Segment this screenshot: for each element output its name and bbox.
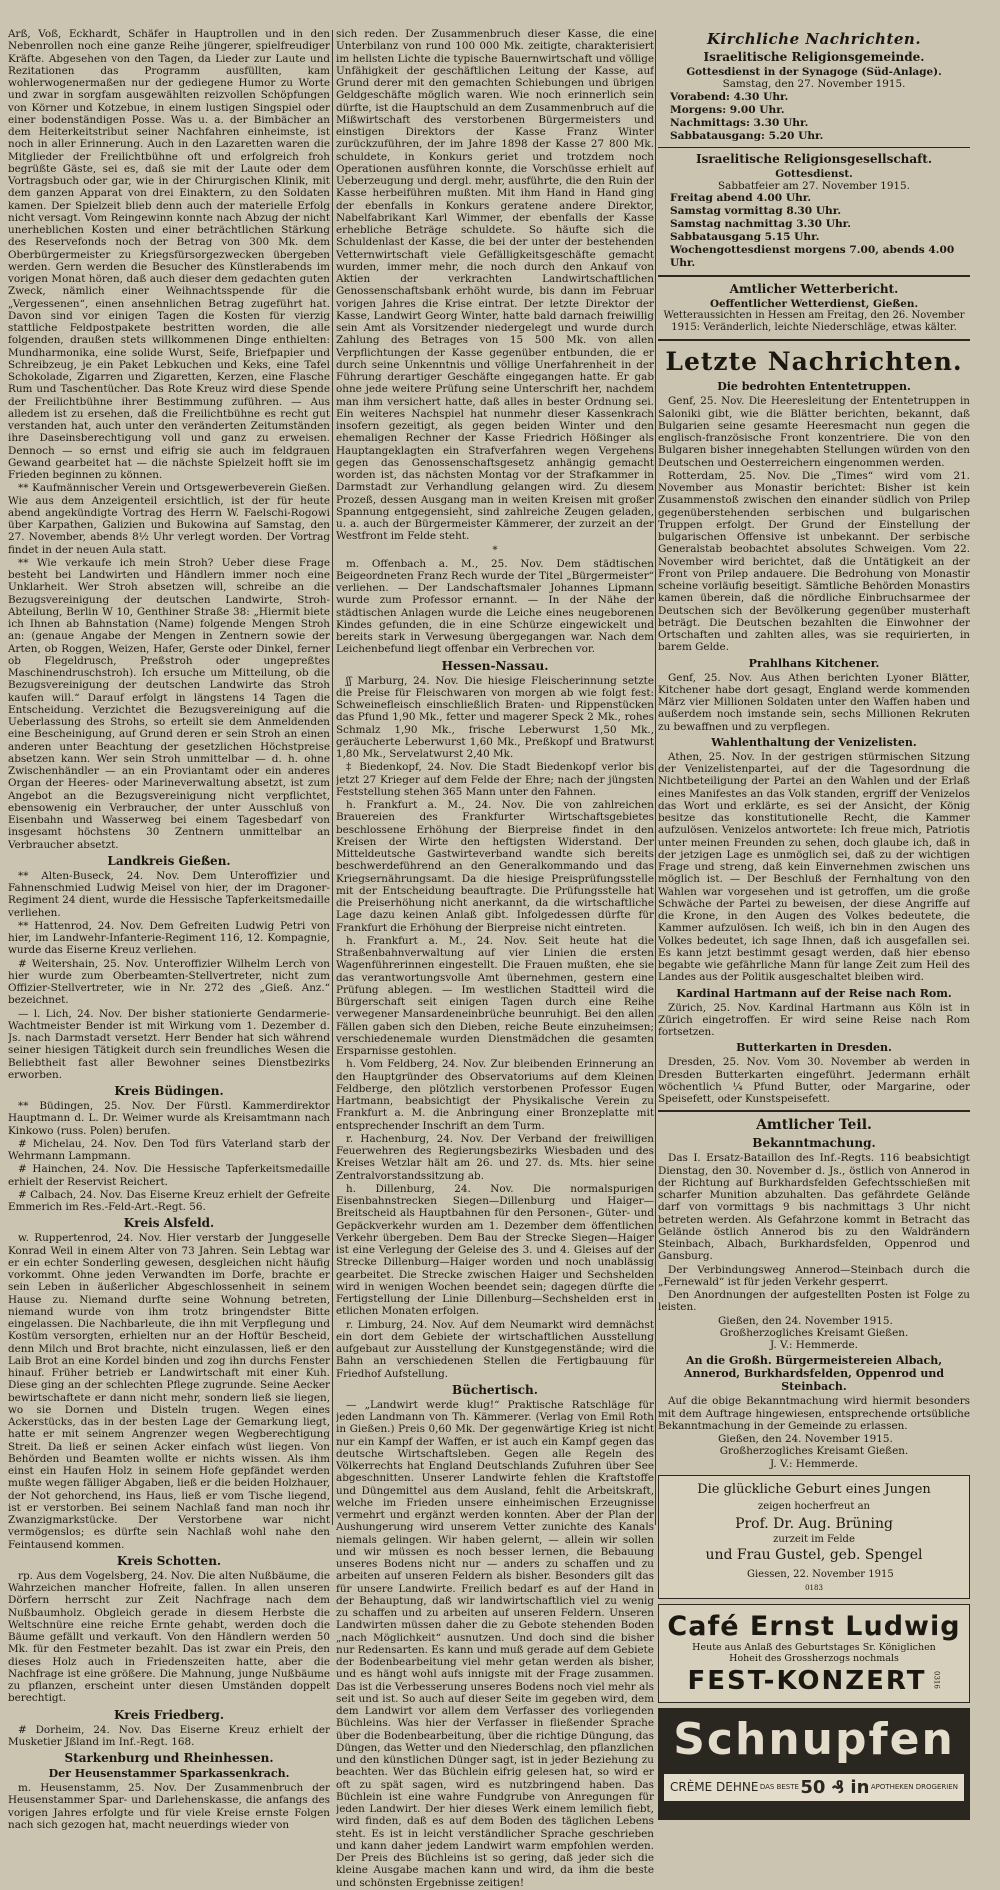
article-heading: Prahlhans Kitchener. xyxy=(748,656,880,670)
ad-line: Die glückliche Geburt eines Jungen xyxy=(697,1481,931,1497)
schedule-row: Vorabend: 4.30 Uhr. xyxy=(670,90,789,103)
section-heading: Hessen-Nassau. xyxy=(441,658,549,673)
place-date: Gießen, den 24. November 1915. xyxy=(718,1433,893,1445)
article-paragraph: — „Landwirt werde klug!“ Praktische Ratschläge für jeden Landmann von Th. Kämmerer. (Verlag von Emil Roth in Gießen.) Preis 0,60 Mk. Der gegenwärtige Krieg ist nicht nur ein Kampf der Waffen, er ist auch ein Kampf gegen das deutsche Wirtschaftsleben. Gegen alle Regeln des Völkerrechts hat England Deutschlands Zufuhren über See abgeschnitten. Unserer Landwirte fehlen die Kraftstoffe und Düngemittel aus dem Ausland, fehlt die Arbeitskraft, welche im Frieden unsere einheimischen Erzeugnisse vermehrt und ergänzt werden konnten. Aber der Plan der Aushungerung wird unserem Vetter zunichte des Kanals niemals gelingen. Wir haben gelernt, — allein wir sollen und wir müssen es noch besser lernen, die Bebauung unseres Bodens nicht nur — anders zu schaffen und zu arbeiten auf unseren Feldern als bisher. Besonders gilt das für unsere Landwirte. Freilich bedarf es auf der Hand in der Behauptung, daß wir landwirtschaftlich viel zu wenig zu schaffen und zu arbeiten auf unseren Feldern. Unseren Landwirten müssen daher die zu Gebote stehenden Boden „nach Möglichkeit“ ausnutzen. Und doch sind die bisher nur Redensarten. Es kann und muß gerade auf dem Gebiete der Bodenbearbeitung viel mehr getan werden als bisher, und es hängt wohl aufs innigste mit der Frage zusammen. Das ist die Verbesserung unseres Bodens noch viel mehr als seit und ist. So auch auf dieser Seite im gegeben wird, dem dem Landwirt vor allem dem Verfasser des vorliegenden Büchleins. Was hier der Verfasser in fließender Sprache über die Bodenbearbeitung, über die richtige Düngung, das Düngen, das Wetter und den Niederschlag, den pflanzlichen und den künstlichen Dünger sagt, ist in jeder Beziehung zu beachten. Wer das Büchlein eifrig gelesen hat, so wird er oft zu spät sagen, wird es nutzbringend haben. Das Büchlein ist eine wahre Fundgrube von Anregungen für jeden Landwirt. Der hier dieses Werk einem lemilich fiebt, wird finden, daß es auf dem Boden des täglichen Lebens steht. Es ist in leicht verständlicher Sprache geschrieben und kann daher jedem Landwirt warm empfohlen werden. Der Preis des Büchleins ist so gering, daß jeder sich die kleine Ausgabe machen kann und wird, da ihm die beste und schönsten Ergebnisse zeitigen! xyxy=(336,1398,654,1889)
article-paragraph: Zürich, 25. Nov. Kardinal Hartmann aus Köln ist in Zürich eingetroffen. Er wird seine Reise nach Rom fortsetzen. xyxy=(658,1001,970,1038)
birth-announcement-ad xyxy=(658,1475,970,1599)
ad-line: zurzeit im Felde xyxy=(773,1533,855,1545)
article-paragraph: # Dorheim, 24. Nov. Das Eiserne Kreuz erhielt der Musketier Jßland im Inf.-Regt. 168. xyxy=(8,1723,330,1748)
product-name: CRÈME DEHNE xyxy=(670,1780,759,1795)
column-2 xyxy=(336,28,654,1890)
article-paragraph: h. Vom Feldberg, 24. Nov. Zur bleibenden Erinnerung an den Hauptgründer des Observatoriums auf dem Kleinen Feldberge, den plötzlich verstorbenen Professor Eugen Hartmann, beabsichtigt der Physikalische Verein zu Frankfurt a. M. die Anbringung einer Bronzeplatte mit entsprechender Inschrift an dem Turm. xyxy=(336,1058,654,1132)
schedule-list xyxy=(658,192,970,270)
article-paragraph: ** Büdingen, 25. Nov. Der Fürstl. Kammerdirektor Hauptmann d. L. Dr. Weimer wurde als Kreisamtmann nach Kinkowo (russ. Polen) berufen. xyxy=(8,1100,330,1137)
schedule-row: Samstag nachmittag 3.30 Uhr. xyxy=(670,218,851,230)
article-paragraph: sich reden. Der Zusammenbruch dieser Kasse, die eine Unterbilanz von rund 100 000 Mk. zeitigte, charakterisiert im hellsten Lichte die typische Bauernwirtschaft und völlige Unfähigkeit der geschäftlichen Leitung der Kasse, auf Grund derer mit den gemachten Schiebungen und übrigen Geldgeschäfte möglich waren. Wie noch erinnerlich sein dürfte, ist die Hauptschuld an dem Zusammenbruch auf die Mißwirtschaft des verstorbenen Bürgermeisters und einstigen Direktors der Kasse Franz Winter zurückzuführen, der im Jahre 1898 der Kasse 27 800 Mk. schuldete, in Konkurs geriet und trotzdem noch Operationen ausführen konnte, die Vorschüsse erhielt auf Ueberzeugung und dergl. mehr, ausführte, die den Ruin der Kasse herbeiführen mußten. Mit ihm Hand in Hand ging der ebenfalls in Konkurs geratene andere Direktor, Nabelfabrikant Karl Wimmer, der ebenfalls der Kasse erhebliche Beträge schuldete. So häufte sich die Schuldenlast der Kasse, die bei der unter der bestehenden Vetternwirtschaft viele Gefälligkeitsgeschäfte gemacht wurden, immer mehr, die noch durch den Ankauf von Aktien der verkrachten Landwirtschaftlichen Genossenschaftsbank erhöht wurde, bis dann im Februar vorigen Jahres die Krise eintrat. Der letzte Direktor der Kasse, Landwirt Georg Winter, hatte bald darnach freiwillig sein Amt als Vorsitzender niedergelegt und wurde durch Zahlung des Betrages von 15 500 Mk. von allen Verpflichtungen der Kasse gegenüber entbunden, die er durch seine Unkenntnis und völlige Unerfahrenheit in der Führung derartiger Geschäfte eingegangen hatte. Er gab ohne jede weitere Prüfung seine Unterschrift her, nachdem man ihm versichert hatte, daß alles in bester Ordnung sei. Ein weiteres Nachspiel hat nunmehr dieser Kassenkrach insofern gezeitigt, als gegen beiden Winter und den ehemaligen Rechner der Kasse Friedrich Hößinger als Hauptangeklagten ein Strafverfahren wegen Vergehens gegen das Genossenschaftsgesetz anhängig gemacht worden ist, das nächsten Montag vor der Strafkammer in Darmstadt zur Verhandlung gelangen wird. Zu diesem Prozeß, dessen Ausgang man in weiten Kreisen mit großer Spannung entgegensieht, sind zahlreiche Zeugen geladen, u. a. auch der Bürgermeister Kämmerer, der zurzeit an der Westfront im Felde steht. xyxy=(336,28,654,543)
article-paragraph: ‡ Biedenkopf, 24. Nov. Die Stadt Biedenkopf verlor bis jetzt 27 Krieger auf dem Felde der Ehre; nach der jüngsten Feststellung stehen 365 Mann unter den Fahnen. xyxy=(336,761,654,798)
synagoge-line: Gottesdienst in der Synagoge (Süd-Anlage). xyxy=(686,66,942,78)
article-heading: Butterkarten in Dresden. xyxy=(736,1041,892,1055)
wetter-subtitle: Oeffentlicher Wetterdienst, Gießen. xyxy=(709,298,919,310)
ad-line: Hoheit des Grossherzogs nochmals xyxy=(729,1652,899,1664)
schnupfen-ad xyxy=(658,1708,970,1820)
ad-product-row xyxy=(664,1774,964,1801)
date-line: Sabbatfeier am 27. November 1915. xyxy=(718,179,910,192)
column-rule xyxy=(655,30,656,1525)
article-paragraph: m. Offenbach a. M., 25. Nov. Dem städtischen Beigeordneten Franz Rech wurde der Titel „Bürgermeister“ verliehen. — Der Landschaftsmaler Johannes Lipmann wurde zum Professor ernannt. — In der Nähe der städtischen Anlagen wurde die Leiche eines neugeborenen Kindes gefunden, die in eine Schürze eingewickelt und bereits stark in Verwesung übergegangen war. Nach dem Leichenbefund liegt offenbar ein Verbrechen vor. xyxy=(336,557,654,656)
ad-tagline: DAS BESTE xyxy=(759,1783,799,1792)
article-heading: Wahlenthaltung der Venizelisten. xyxy=(711,735,917,749)
section-heading: Büchertisch. xyxy=(452,1382,538,1397)
section-heading: Kreis Friedberg. xyxy=(113,1707,224,1722)
article-heading: An die Großh. Bürgermeistereien Albach, Annerod, Burkhardsfelden, Oppenrod und Steinbach. xyxy=(683,1354,945,1394)
article-paragraph: — l. Lich, 24. Nov. Der bisher stationierte Gendarmerie-Wachtmeister Bender ist mit Wirkung vom 1. Dezember d. Js. nach Darmstadt versetzt. Herr Bender hat sich während seiner hiesigen Tätigkeit durch sein freundliches Wesen die Beliebtheit fast aller Bewohner seines Dienstbezirks erworben. xyxy=(8,1007,330,1081)
schedule-row: Sabbatausgang 5.15 Uhr. xyxy=(670,231,820,243)
article-paragraph: Genf, 25. Nov. Aus Athen berichten Lyoner Blätter, Kitchener habe dort gesagt, England werde kommenden März vier Millionen Soldaten unter den Waffen haben und außerdem noch imstande sein, sechs Millionen Rekruten zu bewaffnen und zu verpflegen. xyxy=(658,671,970,733)
article-paragraph: Arß, Voß, Eckhardt, Schäfer in Hauptrollen und in den Nebenrollen noch eine ganze Reihe jüngerer, spielfreudiger Kräfte. Abgesehen von den Tagen, da Lieder zur Laute und Rezitationen das Programm ausfüllten, kam wohlerwogenermaßen nur der gediegene Humor zu Worte und zwar in sorgfam ausgewählten reizvollen Schöpfungen von Körner und Kotzebue, in einem lustigen Singspiel oder einer bodenständigen Posse. Was u. a. der Bimbächer an dem Heiterkeitstribut seiner Nachfahren einheimste, ist noch in aller Erinnerung. Auch in den Lazaretten waren die Mitglieder der Freilichtbühne oft und erfolgreich froh begrüßte Gäste, sei es, daß sie mit der Laute oder dem Vortragsbuch oder gar, wie in der Chirurgischen Klinik, mit dem ganzen Apparat von drei Einaktern, zu den Soldaten kamen. Der Spielzeit blieb denn auch der materielle Erfolg nicht versagt. Vom Reingewinn konnte nach Abzug der nicht unerheblichen Kosten und einer beträchtlichen Stärkung des Reservefonds noch der Betrag von 300 Mk. dem Oberbürgermeister zu Kriegsfürsorgezwecken übergeben werden. Gern werden die Besucher des Künstlerabends im vorigen Monat hören, daß auch dieser dem gedachten guten Zweck, nämlich einer Weihnachtsspende für die „Vergessenen“, einen ansehnlichen Betrag zugeführt hat. Davon sind vor einigen Tagen die Kosten für vierzig stattliche Feldpostpakete bestritten worden, die alle folgenden, draußen stets willkommenen Dinge enthielten: Mundharmonika, eine solide Wurst, Seife, Briefpapier und Schreibzeug, je ein Paket Lebkuchen und Keks, eine Tafel Schokolade, Zigarren und Zigaretten, Kerzen, eine Flasche Rum und Taschentücher. Das Rote Kreuz wird diese Spende der Freilichtbühne ihrer Bestimmung zuführen. — Aus alledem ist zu ersehen, daß die Freilichtbühne es recht gut verstanden hat, auch unter den veränderten Zeitumständen ihre Daseinsberechtigung voll und ganz zu erweisen. Dennoch — so ernst und eifrig sie auch im feldgrauen Gewand gearbeitet hat — die nächste Spielzeit hofft sie im Frieden beginnen zu können. xyxy=(8,28,330,481)
article-paragraph: # Michelau, 24. Nov. Den Tod fürs Vaterland starb der Wehrmann Lampmann. xyxy=(8,1137,330,1162)
column-3 xyxy=(658,28,970,1825)
place-date: Gießen, den 24. November 1915. xyxy=(718,1314,893,1327)
divider xyxy=(658,1110,970,1112)
ad-line: Heute aus Anlaß des Geburtstages Sr. Königlichen xyxy=(692,1641,936,1653)
article-paragraph: Der Verbindungsweg Annerod—Steinbach durch die „Fernewald“ ist für jeden Verkehr gesperrt. xyxy=(658,1263,970,1288)
date-line: Samstag, den 27. November 1915. xyxy=(722,78,906,91)
schedule-row: Samstag vormittag 8.30 Uhr. xyxy=(670,205,842,217)
schedule-row: Wochengottesdienst morgens 7.00, abends 4.00 Uhr. xyxy=(670,244,955,269)
schedule-row: Freitag abend 4.00 Uhr. xyxy=(670,192,812,204)
article-paragraph: ʃʃ Marburg, 24. Nov. Die hiesige Fleischerinnung setzte die Preise für Fleischwaren von morgen ab wie folgt fest: Schweinefleisch einschließlich Braten- und Rippenstücken das Pfund 1,90 Mk., fetter und magerer Speck 2 Mk., rohes Schmalz 1,90 Mk., frische Leberwurst 1,50 Mk., geräucherte Leberwurst 1,60 Mk., Preßkopf und Bratwurst 1,80 Mk., Servelatwurst 2,40 Mk. xyxy=(336,674,654,760)
section-heading: Kreis Büdingen. xyxy=(114,1084,224,1098)
wetter-text: Wetteraussichten in Hessen am Freitag, den 26. November 1915: Veränderlich, leichte Niederschläge, etwas kälter. xyxy=(663,310,965,334)
sub-heading: Gottesdienst. xyxy=(775,167,853,180)
section-heading: Israelitische Religionsgemeinde. xyxy=(703,50,925,64)
schedule-list xyxy=(658,91,970,143)
article-paragraph: ** Kaufmännischer Verein und Ortsgewerbeverein Gießen. Wie aus dem Anzeigenteil ersichtlich, ist der für heute abend angekündigte Vortrag des Herrn W. Faelschi-Rogowi über Karpathen, Galizien und Bukowina auf Samstag, den 27. November, abends 8½ Uhr verlegt worden. Der Vortrag findet in der neuen Aula statt. xyxy=(8,482,330,556)
amtlicher-teil-title: Amtlicher Teil. xyxy=(756,1117,872,1134)
article-paragraph: Den Anordnungen der aufgestellten Posten ist Folge zu leisten. xyxy=(658,1289,970,1314)
konzert-title: FEST-KONZERT xyxy=(687,1665,927,1696)
article-paragraph: Dresden, 25. Nov. Vom 30. November ab werden in Dresden Butterkarten eingeführt. Jedermann erhält wöchentlich ¼ Pfund Butter, oder Margarine, oder Speisefett, oder Kunstspeisefett. xyxy=(658,1056,970,1105)
ad-number: 0183 xyxy=(805,1583,823,1592)
article-paragraph: ** Hattenrod, 24. Nov. Dem Gefreiten Ludwig Petri von hier, im Landwehr-Infanterie-Regiment 116, 12. Kompagnie, wurde das Eiserne Kreuz verliehen. xyxy=(8,919,330,957)
schnupfen-title: Schnupfen xyxy=(673,1713,955,1765)
article-paragraph: rp. Aus dem Vogelsberg, 24. Nov. Die alten Nußbäume, die Wahrzeichen mancher Hofreite, fallen. In allen unseren Dörfern herrscht zur Zeit Nachfrage nach dem Nußbaumholz. Obgleich gerade in diesem Herbste die Weltschnüre eine reiche Ernte gehabt, werden doch die Bäume gefällt und verkauft. Von den Händlern werden 50 Mk. für den Festmeter bezahlt. Das ist zwar ein Preis, den dieses Holz auch in Friedenszeiten hatte, aber die Nachfrage ist eine größere. Die Mahnung, junge Nußbäume zu pflanzen, erscheint unter diesen Umständen doppelt berechtigt. xyxy=(8,1569,330,1705)
ad-line: Prof. Dr. Aug. Brüning xyxy=(735,1515,893,1532)
ad-line: Giessen, 22. November 1915 xyxy=(747,1568,894,1580)
signature: J. V.: Hemmerde. xyxy=(770,1339,858,1351)
separator-asterisk: * xyxy=(492,544,498,556)
article-paragraph: # Calbach, 24. Nov. Das Eiserne Kreuz erhielt der Gefreite Emmerich im Res.-Feld-Art.-Regt. 56. xyxy=(8,1188,330,1213)
authority: Großherzogliches Kreisamt Gießen. xyxy=(719,1445,909,1458)
ad-number: 0316 xyxy=(932,1670,941,1689)
article-paragraph: w. Ruppertenrod, 24. Nov. Hier verstarb der Junggeselle Konrad Weil in einem Alter von 73 Jahren. Sein Lebtag war er ein echter Sonderling gewesen, desgleichen nicht häufig vorkommt. Ohne jeden Verwandten im Dorfe, brachte er sein Leben in äußerlicher Abgeschlossenheit in seinem Hause zu. Niemand durfte seine Wohnung betreten, niemand wurde von ihm trotz bringendster Bitte eingelassen. Die Nachbarleute, die ihn mit Verpflegung und Kostüm versorgten, erhielten nur an der Hoftür Bescheid, denn Milch und Brot brachte, nicht einzulassen, ließ er den Laib Brot an eine Kordel binden und zog ihn durchs Fenster hinauf. Früher betrieb er Landwirtschaft mit einer Kuh. Diese ging an der schlechten Pflege zugrunde. Seine Aecker bewirtschaftete er dann nicht mehr, sondern ließ sie liegen, wo sie Dornen und Disteln trugen. Wegen eines Ackerstücks, das in der besten Lage der Gemarkung liegt, hatte er mit seinem Angrenzer wegen Wegberechtigung Streit. Da ließ er seinen Acker einfach wüst liegen. Von Behörden und Beamten wollte er nichts wissen. Als ihm einst ein Haufen Holz in seinem Hofe gepfändet werden mußte wegen fälliger Abgaben, ließ er die beiden Holzhauer, der Not gehorchend, ins Haus, ließ er vom Tische liegend, ist er verstorben. Bei seinem Nachlaß fand man noch ihr Zwanzigmarkstücke. Der Verstorbene war nicht vermögenslos; es dürfte sein Nachlaß wohl nahe den Feintausend kommen. xyxy=(8,1232,330,1551)
article-paragraph: Das I. Ersatz-Bataillon des Inf.-Regts. 116 beabsichtigt Dienstag, den 30. November d. Js., östlich von Annerod in der Richtung auf Burkhardsfelden Gefechtsschießen mit scharfer Munition abzuhalten. Das gefährdete Gelände darf von vormittags 9 bis nachmittags 3 Uhr nicht betreten werden. Als Gefahrzone kommt in Betracht das Gelände östlich Annerod bis zu den Waldrändern Steinbach, Albach, Burkhardsfelden, Oppenrod und Gansburg. xyxy=(658,1152,970,1263)
ad-line: zeigen hocherfreut an xyxy=(758,1500,870,1512)
article-paragraph: # Weitershain, 25. Nov. Unteroffizier Wilhelm Lerch von hier wurde zum Oberbeamten-Stellvertreter, nicht zum Offizier-Stellvertreter, wie in Nr. 272 des „Gieß. Anz.“ bezeichnet. xyxy=(8,957,330,1007)
article-heading: Die bedrohten Ententetruppen. xyxy=(717,380,911,394)
section-heading: Israelitische Religionsgesellschaft. xyxy=(695,151,933,166)
schedule-row: Sabbatausgang: 5.20 Uhr. xyxy=(670,129,824,142)
divider xyxy=(658,275,970,277)
column-1 xyxy=(8,28,330,1832)
letzte-nachrichten-title: Letzte Nachrichten. xyxy=(665,347,963,377)
article-paragraph: m. Heusenstamm, 25. Nov. Der Zusammenbruch der Heusenstammer Spar- und Darlehenskasse, die anfangs des vorigen Jahres erfolgte und für viele Kreise ernste Folgen nach sich gezogen hat, macht neuerdings wieder von xyxy=(8,1782,330,1831)
ad-line: und Frau Gustel, geb. Spengel xyxy=(705,1546,923,1563)
article-paragraph: # Hainchen, 24. Nov. Die Hessische Tapferkeitsmedaille erhielt der Reservist Reichert. xyxy=(8,1163,330,1188)
divider xyxy=(658,339,970,341)
signature: J. V.: Hemmerde. xyxy=(770,1457,858,1470)
article-paragraph: h. Frankfurt a. M., 24. Nov. Seit heute hat die Straßenbahnverwaltung auf vier Linien die ersten Wagenführerinnen eingestellt. Die Frauen mußten, ehe sie das verantwortungsvolle Amt übernehmen, gestern eine Prüfung ablegen. — Im westlichen Stadtteil wird die Bürgerschaft seit einigen Tagen durch eine Reihe verwegener Mansardeneinbrüche beunruhigt. Bei den allen Fällen gaben sich den Dieben, reiche Beute einzuheimsen; verschiedenemale wurden Dienstmädchen die gesamten Ersparnisse gestohlen. xyxy=(336,934,654,1057)
section-heading: Landkreis Gießen. xyxy=(107,853,231,868)
price: 50 ₰ in xyxy=(800,1776,870,1798)
cafe-name: Café Ernst Ludwig xyxy=(667,1610,961,1642)
article-paragraph: r. Limburg, 24. Nov. Auf dem Neumarkt wird demnächst ein dort dem Gebiete der wirtschaftlichen Ausstellung aufgebaut zur Ausstellung der Kunstgegenstände; wird die Bahn an verschiedenen Stellen die Fertigbauung für Friedhof Aufstellung. xyxy=(336,1318,654,1380)
divider xyxy=(658,147,970,148)
article-paragraph: Auf die obige Bekanntmachung wird hiermit besonders mit dem Auftrage hingewiesen, entsprechende ortsübliche Bekanntmachung in der Gemeinde zu erlassen. xyxy=(658,1395,970,1432)
schedule-row: Nachmittags: 3.30 Uhr. xyxy=(670,116,809,129)
wetter-title: Amtlicher Wetterbericht. xyxy=(729,282,899,296)
article-paragraph: r. Hachenburg, 24. Nov. Der Verband der freiwilligen Feuerwehren des Regierungsbezirks Wiesbaden und des Kreises Wetzlar hält am 26. und 27. ds. Mts. hier seine Zentralvorstandssitzung ab. xyxy=(336,1132,654,1182)
section-heading: Kreis Schotten. xyxy=(116,1553,222,1568)
kirchliche-nachrichten-title: Kirchliche Nachrichten. xyxy=(706,30,922,48)
ad-tagline: APOTHEKEN DROGERIEN xyxy=(870,1783,958,1792)
article-paragraph: ** Wie verkaufe ich mein Stroh? Ueber diese Frage besteht bei Landwirten und Händlern immer noch eine Unklarheit. Wer Stroh absetzen will, schreibe an die Bezugsvereinigung der deutschen Landwirte, Stroh-Abteilung, Berlin W 10, Genthiner Straße 38: „Hiermit biete ich Ihnen ab Bahnstation (Name) folgende Mengen Stroh an: (genaue Angabe der Mengen in Zentnern sowie der Arten, ob Roggen, Weizen, Hafer, Gerste oder Dinkel, ferner ob Flegeldrusch, Preßstroh oder ungepreßtes Maschinendruschstroh). Ich ersuche um Mitteilung, ob die Bezugsvereinigung der deutschen Landwirte das Stroh kaufen will.“ Darauf erfolgt in längstens 14 Tagen die Entscheidung. Verzichtet die Bezugsvereinigung auf die Ueberlassung des Strohs, so erteilt sie dem Anmeldenden eine Bescheinigung, auf Grund deren er sein Stroh an einen anderen unter Beachtung der gesetzlichen Höchstpreise absetzen kann. Wer sein Stroh unmittelbar — d. h. ohne Zwischenhändler — an ein Proviantamt oder ein anderes Organ der Heeres- oder Marineverwaltung absetzt, ist zum Angebot an die Bezugsvereinigung nicht verpflichtet, ebensowenig ein Verbraucher, der unter Ausschluß von Eisenbahn und Wasserweg bei einem Tagesbedarf von insgesamt höchstens 30 Zentnern unmittelbar an Verbraucher absetzt. xyxy=(8,556,330,851)
article-paragraph: h. Frankfurt a. M., 24. Nov. Die von zahlreichen Brauereien des Frankfurter Wirtschaftsgebietes beschlossene Erhöhung der Bierpreise findet in den Kreisen der Wirte den heftigsten Widerstand. Der Mitteldeutsche Gastwirteverband wandte sich bereits beschwerdeführend an den Generalkommando und das Kriegsernährungsamt. Da die hiesige Preisprüfungsstelle mit der Entscheidung beauftragte. Die Prüfungsstelle hat die Preiserhöhung nicht anerkannt, da die wirtschaftliche Lage dazu keinen Anlaß gibt. Infolgedessen dürfte für Frankfurt die Erhöhung der Bierpreise nicht eintreten. xyxy=(336,799,654,934)
section-heading: Bekanntmachung. xyxy=(752,1136,876,1151)
column-rule xyxy=(332,30,333,1525)
cafe-ad xyxy=(658,1604,970,1703)
section-heading: Starkenburg und Rheinhessen. xyxy=(64,1751,274,1765)
article-heading: Kardinal Hartmann auf der Reise nach Rom. xyxy=(676,986,952,1000)
section-heading: Kreis Alsfeld. xyxy=(123,1216,215,1231)
schedule-row: Morgens: 9.00 Uhr. xyxy=(670,103,785,116)
article-paragraph: ** Alten-Buseck, 24. Nov. Dem Unteroffizier und Fahnenschmied Ludwig Meisel von hier, der im Dragoner-Regiment 24 dient, wurde die Hessische Tapferkeitsmedaille verliehen. xyxy=(8,869,330,919)
article-paragraph: h. Dillenburg, 24. Nov. Die normalspurigen Eisenbahnstrecken Siegen—Dillenburg und Haiger—Breitscheid als Hauptbahnen für den Personen-, Güter- und Gepäckverkehr wurden am 1. Dezember dem öffentlichen Verkehr übergeben. Dem Bau der Strecke Siegen—Haiger ist eine Verlegung der Geleise des 3. und 4. Gleises auf der Strecke Dillenburg—Haiger worden und noch unablässig gearbeitet. Die Strecke zwischen Haiger und Sechshelden wird in wenigen Wochen beendet sein; dagegen dürfte die Fertigstellung der Linie Dillenburg—Sechshelden erst in etlichen Monaten erfolgen. xyxy=(336,1182,654,1318)
article-paragraph: Rotterdam, 25. Nov. Die „Times“ wird vom 21. November aus Monastir berichtet: Bisher ist kein Zusammenstoß zwischen den einander südlich von Prilep gegenüberstehenden serbischen und bulgarischen Truppen erfolgt. Der Grund der Einstellung der bulgarischen Offensive ist unbekannt. Der serbische Generalstab beobachtet absolutes Schweigen. Vom 22. November wird berichtet, daß die Untätigkeit an der Front von Prilep andauere. Die Bedrohung von Monastir scheine vorläufig beseitigt. Sämtliche Behörden Monastirs kamen überein, daß die nördliche Einbruchsarmee der Deutschen sich der Bevölkerung gegenüber musterhaft beträgt. Die Deutschen bezahlten die Einwohner der Ortschaften und zahlten alles, was sie requirierten, in barem Gelde. xyxy=(658,469,970,654)
article-paragraph: Genf, 25. Nov. Die Heeresleitung der Ententetruppen in Saloniki gibt, wie die Blätter berichten, bekannt, daß Bulgarien seine gesamte Heeresmacht nun gegen die englisch-französische Front konzentriere. Die von den Bulgaren bisher innegehabten Stellungen würden von den Deutschen und Oesterreichern eingenommen werden. xyxy=(658,395,970,469)
authority: Großherzogliches Kreisamt Gießen. xyxy=(719,1326,909,1339)
article-paragraph: Athen, 25. Nov. In der gestrigen stürmischen Sitzung der Venizelistenpartei, auf der die Tagesordnung die Nichtbeteiligung der Partei an den Wahlen und der Erlaß eines Manifestes an das Volk standen, ergriff der Venizelos das Wort und erklärte, es sei der Ansicht, der König besitze das konstitutionelle Recht, die Kammer aufzulösen. Venizelos antwortete: Ich freue mich, Patriotis unter meinen Freunden zu sehen, doch glaube ich, daß in der jetzigen Lage es unmöglich sei, daß zu der wichtigen Frage und streng, daß kein Einvernehmen zwischen uns möglich ist. — Der Beschluß der Fernhaltung von den Wahlen war vorgesehen und ist getroffen, um die große Schwäche der Partei zu beweisen, der diese Angriffe auf die Krone, in den Augen des Volkes bedeutete, die Kammer aufzulösen. Ich weiß, ich bin in den Augen des Volkes bedeutet, ich sage Ihnen, daß ich ausgefallen sei. Es kann jetzt bestimmt gesagt werden, daß hier ebenso begabte wie gefährliche Mann für lange Zeit zum Heil des Landes aus der Politik ausgeschaltet bleiben wird. xyxy=(658,750,970,984)
article-heading: Der Heusenstammer Sparkassenkrach. xyxy=(48,1767,290,1780)
